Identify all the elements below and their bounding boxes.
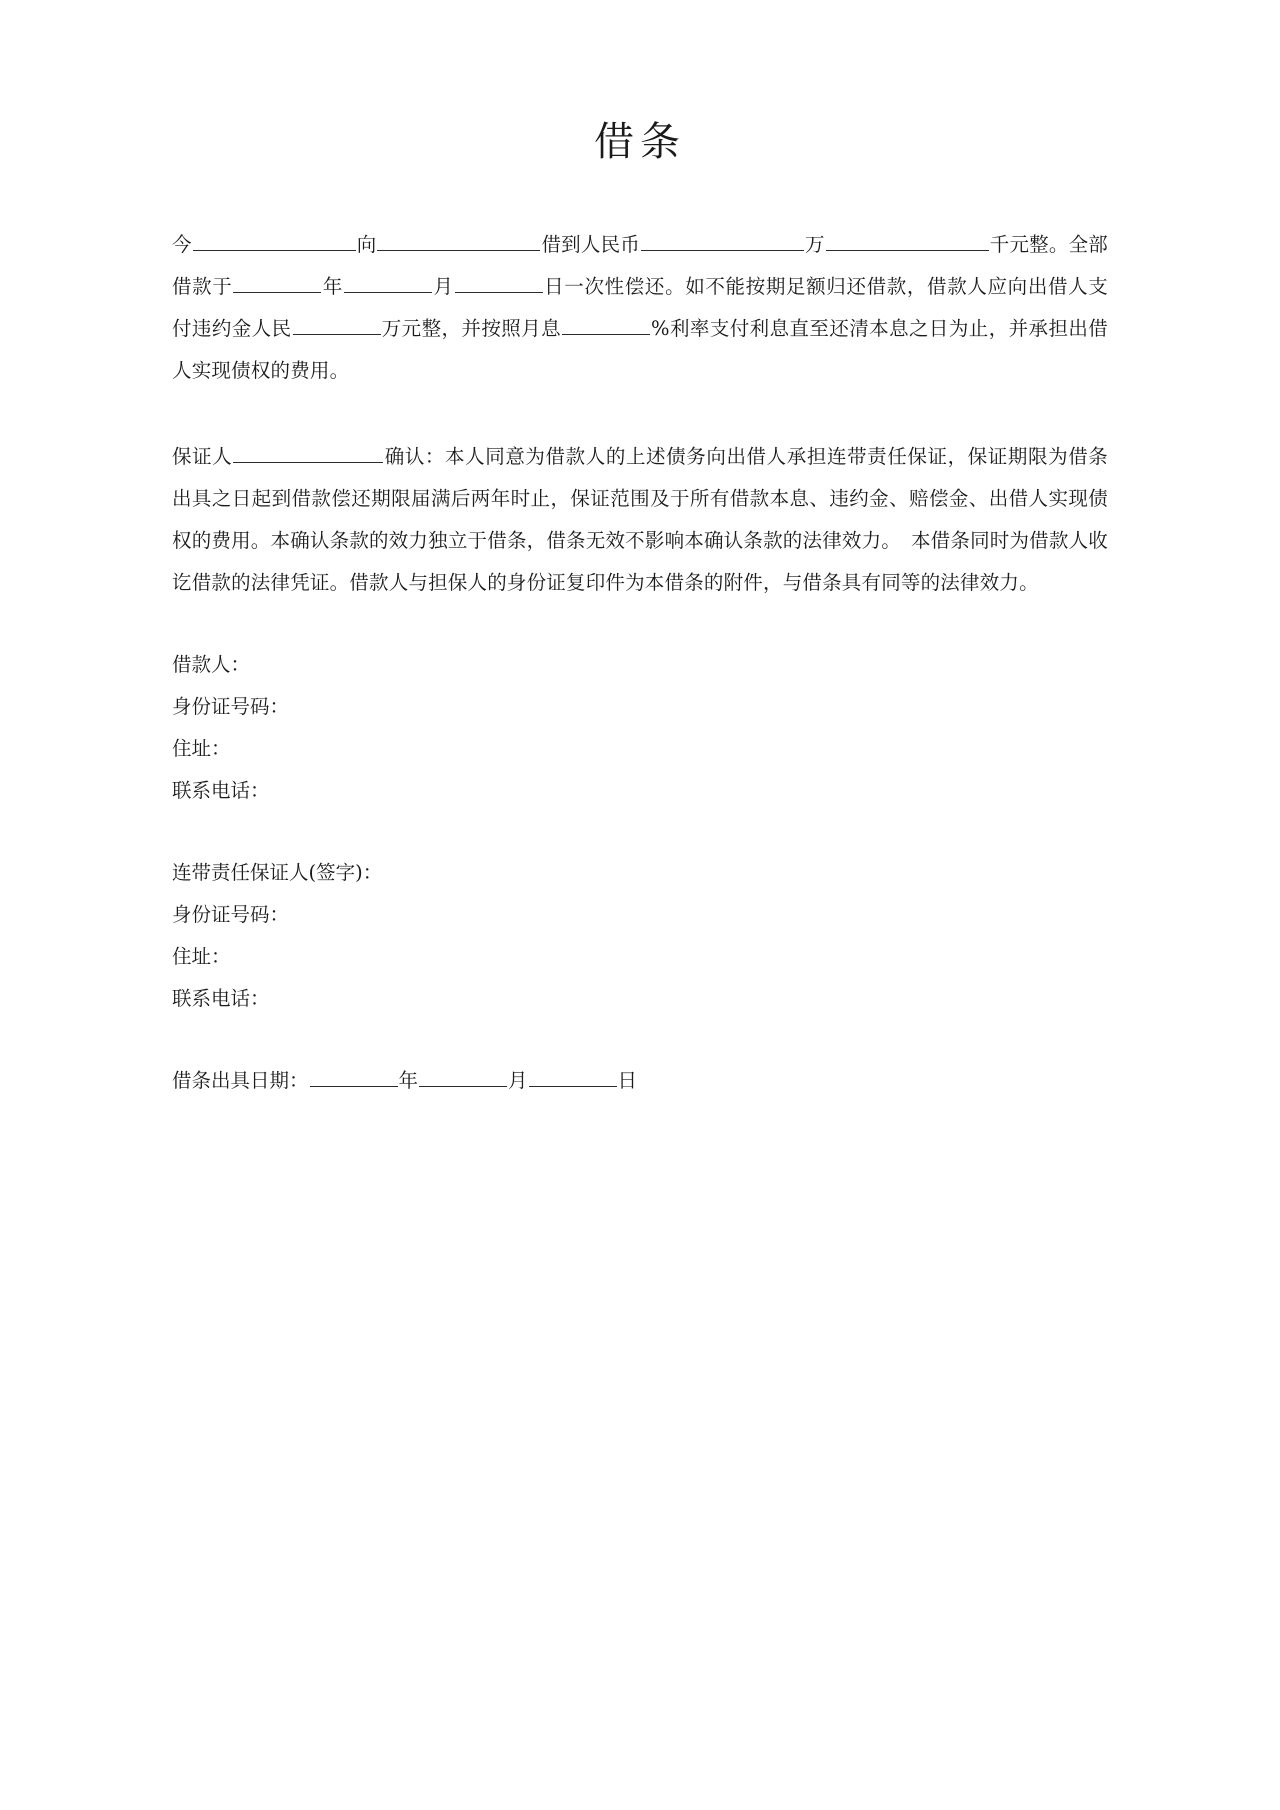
spacer-after-guarantee <box>172 604 1108 644</box>
guarantor-id-label: 身份证号码： <box>172 903 290 926</box>
loan-text-wan: 万 <box>805 233 825 256</box>
issue-day-blank[interactable] <box>529 1066 617 1087</box>
repay-day-blank[interactable] <box>455 272 543 293</box>
borrower-phone-label: 联系电话： <box>172 779 270 802</box>
guarantee-paragraph <box>172 436 1108 604</box>
issue-year-unit: 年 <box>398 1069 419 1092</box>
issue-day-unit: 日 <box>617 1069 638 1092</box>
loan-text-interest: %利率支付利息直至还清本息之日为止，并承担出借人实现债权的费用。 <box>172 317 1108 382</box>
guarantee-text-body: 确认：本人同意为借款人的上述债务向出借人承担连带责任保证，保证期限为借条出具之日起到借款偿还期限届满后两年时止，保证范围及于所有借款本息、违约金、赔偿金、出借人实现债权的费用。本确认条款的效力独立于借条，借条无效不影响本确认条款的法律效力。 本借条同时为借款人收讫借款的法律凭证。借款人与担保人的身份证复印件为本借条的附件，与借条具有同等的法律效力。 <box>172 445 1108 594</box>
issue-year-blank[interactable] <box>310 1066 398 1087</box>
issue-date-line <box>172 1060 1108 1102</box>
loan-text-year: 年 <box>322 275 344 298</box>
spacer-before-date <box>172 1020 1108 1060</box>
guarantor-name-blank[interactable] <box>233 442 383 463</box>
loan-text-repayment: 日一次性偿还。如不能按期足额归还借款，借款人应向出借人支付违约金人民 <box>172 275 1108 340</box>
spacer-between-signature-blocks <box>172 812 1108 852</box>
guarantor-phone-label: 联系电话： <box>172 987 270 1010</box>
borrower-address-label: 住址： <box>172 737 231 760</box>
loan-text-qian-yuan: 千元整。全部借款于 <box>172 233 1109 298</box>
borrower-name-blank[interactable] <box>377 230 540 251</box>
borrower-signature-block <box>172 644 1108 812</box>
issue-month-unit: 月 <box>508 1069 528 1092</box>
spacer-after-loan-terms <box>172 392 1108 436</box>
amount-qian-blank[interactable] <box>826 230 989 251</box>
loan-terms-paragraph <box>172 224 1108 392</box>
guarantee-text-guarantor: 保证人 <box>172 445 233 468</box>
guarantor-signature-block <box>172 852 1108 1020</box>
repay-month-blank[interactable] <box>344 272 432 293</box>
repay-year-blank[interactable] <box>233 272 321 293</box>
page-title: 借条 <box>594 119 686 165</box>
loan-text-penalty: 万元整，并按照月息 <box>381 317 562 340</box>
guarantor-address-label: 住址： <box>172 945 231 968</box>
borrower-id-label: 身份证号码： <box>172 695 290 718</box>
guarantor-name-label: 连带责任保证人(签字)： <box>172 861 383 884</box>
issue-date-label: 借条出具日期： <box>172 1069 309 1092</box>
borrower-name-label: 借款人： <box>172 653 251 676</box>
loan-text-today: 今 <box>172 233 192 256</box>
loan-text-month: 月 <box>433 275 454 298</box>
penalty-amount-blank[interactable] <box>293 314 381 335</box>
monthly-interest-rate-blank[interactable] <box>562 314 650 335</box>
amount-wan-blank[interactable] <box>641 230 804 251</box>
issue-month-blank[interactable] <box>419 1066 507 1087</box>
loan-text-to: 向 <box>356 233 377 256</box>
loan-text-borrowed-rmb: 借到人民币 <box>541 233 641 256</box>
lender-name-blank[interactable] <box>193 230 356 251</box>
